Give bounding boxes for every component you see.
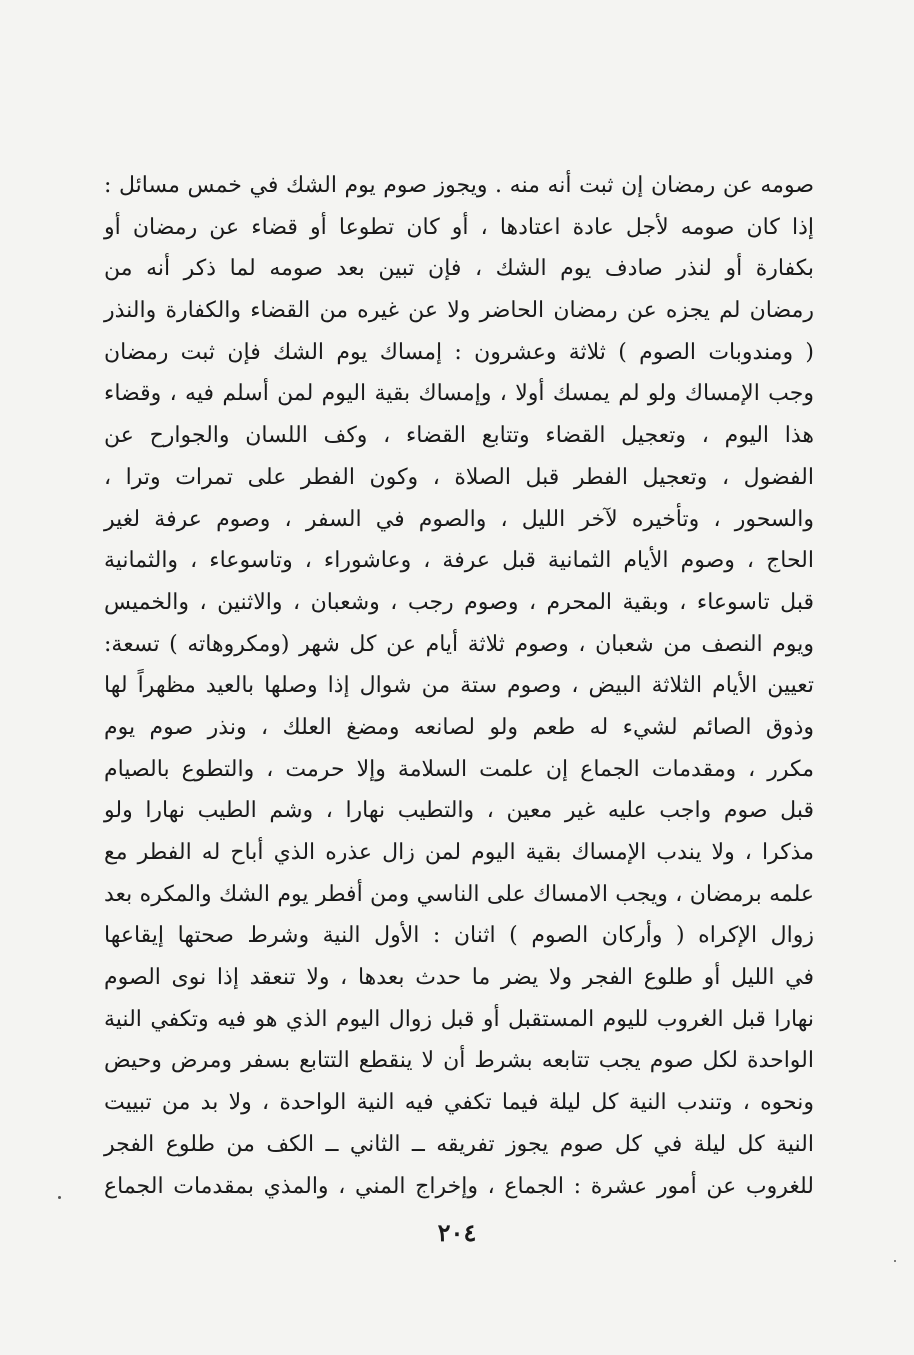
text-line: ونحوه ، وتندب النية كل ليلة فيما تكفي فيه النية الواحدة ، ولا بد من تبييت (104, 1090, 814, 1116)
text-line: مذكرا ، ولا يندب الإمساك بقية اليوم لمن زال عذره الذي أباح له الفطر مع (104, 840, 814, 865)
text-line: صومه عن رمضان إن ثبت أنه منه . ويجوز صوم يوم الشك في خمس مسائل : (104, 173, 814, 198)
text-line: ( ومندوبات الصوم ) ثلاثة وعشرون : إمساك يوم الشك فإن ثبت رمضان (104, 339, 814, 365)
scan-speck (894, 1260, 896, 1262)
text-line: زوال الإكراه ( وأركان الصوم ) اثنان : الأول النية وشرط صحتها إيقاعها (104, 923, 814, 949)
text-line: تعيين الأيام الثلاثة البيض ، وصوم ستة من شوال إذا وصلها بالعيد مظهراً لها (104, 673, 814, 699)
scan-speck (58, 1196, 61, 1199)
text-line: الحاج ، وصوم الأيام الثمانية قبل عرفة ، وعاشوراء ، وتاسوعاء ، والثمانية (104, 548, 814, 574)
text-line: بكفارة أو لنذر صادف يوم الشك ، فإن تبين بعد صومه لما ذكر أنه من (104, 256, 814, 282)
text-line: للغروب عن أمور عشرة : الجماع ، وإخراج المني ، والمذي بمقدمات الجماع (104, 1173, 814, 1199)
text-line: قبل صوم واجب عليه غير معين ، والتطيب نهارا ، وشم الطيب نهارا ولو (104, 798, 814, 824)
text-line: هذا اليوم ، وتعجيل القضاء وتتابع القضاء ، وكف اللسان والجوارح عن (104, 423, 814, 449)
text-line: الفضول ، وتعجيل الفطر قبل الصلاة ، وكون الفطر على تمرات وترا ، (104, 464, 814, 490)
text-line: في الليل أو طلوع الفجر ولا يضر ما حدث بعدها ، ولا تنعقد إذا نوى الصوم (104, 965, 814, 991)
text-line: وذوق الصائم لشيء له طعم ولو لصانعه ومضغ العلك ، ونذر صوم يوم (104, 714, 814, 740)
text-line: رمضان لم يجزه عن رمضان الحاضر ولا عن غيره من القضاء والكفارة والنذر (104, 298, 814, 324)
text-line: إذا كان صومه لأجل عادة اعتادها ، أو كان تطوعا أو قضاء عن رمضان أو (104, 214, 814, 240)
text-line: النية كل ليلة في كل صوم يجوز تفريقه ــ الثاني ــ الكف من طلوع الفجر (104, 1131, 814, 1157)
text-line: علمه برمضان ، ويجب الامساك على الناسي ومن أفطر يوم الشك والمكره بعد (104, 881, 814, 907)
text-line: والسحور ، وتأخيره لآخر الليل ، والصوم في السفر ، وصوم عرفة لغير (104, 506, 814, 532)
text-line: نهارا قبل الغروب لليوم المستقبل أو قبل زوال اليوم الذي هو فيه وتكفي النية (104, 1006, 814, 1032)
page-number: ٢٠٤ (437, 1218, 477, 1247)
text-line: وجب الإمساك ولو لم يمسك أولا ، وإمساك بقية اليوم لمن أسلم فيه ، وقضاء (104, 381, 814, 407)
text-line: ويوم النصف من شعبان ، وصوم ثلاثة أيام عن كل شهر (ومكروهاته ) تسعة: (104, 631, 814, 657)
text-line: مكرر ، ومقدمات الجماع إن علمت السلامة وإلا حرمت ، والتطوع بالصيام (104, 756, 814, 782)
text-line: الواحدة لكل صوم يجب تتابعه بشرط أن لا ينقطع التتابع بسفر ومرض وحيض (104, 1048, 814, 1074)
body-text (104, 165, 814, 1207)
text-line: قبل تاسوعاء ، وبقية المحرم ، وصوم رجب ، وشعبان ، والاثنين ، والخميس (104, 589, 814, 615)
